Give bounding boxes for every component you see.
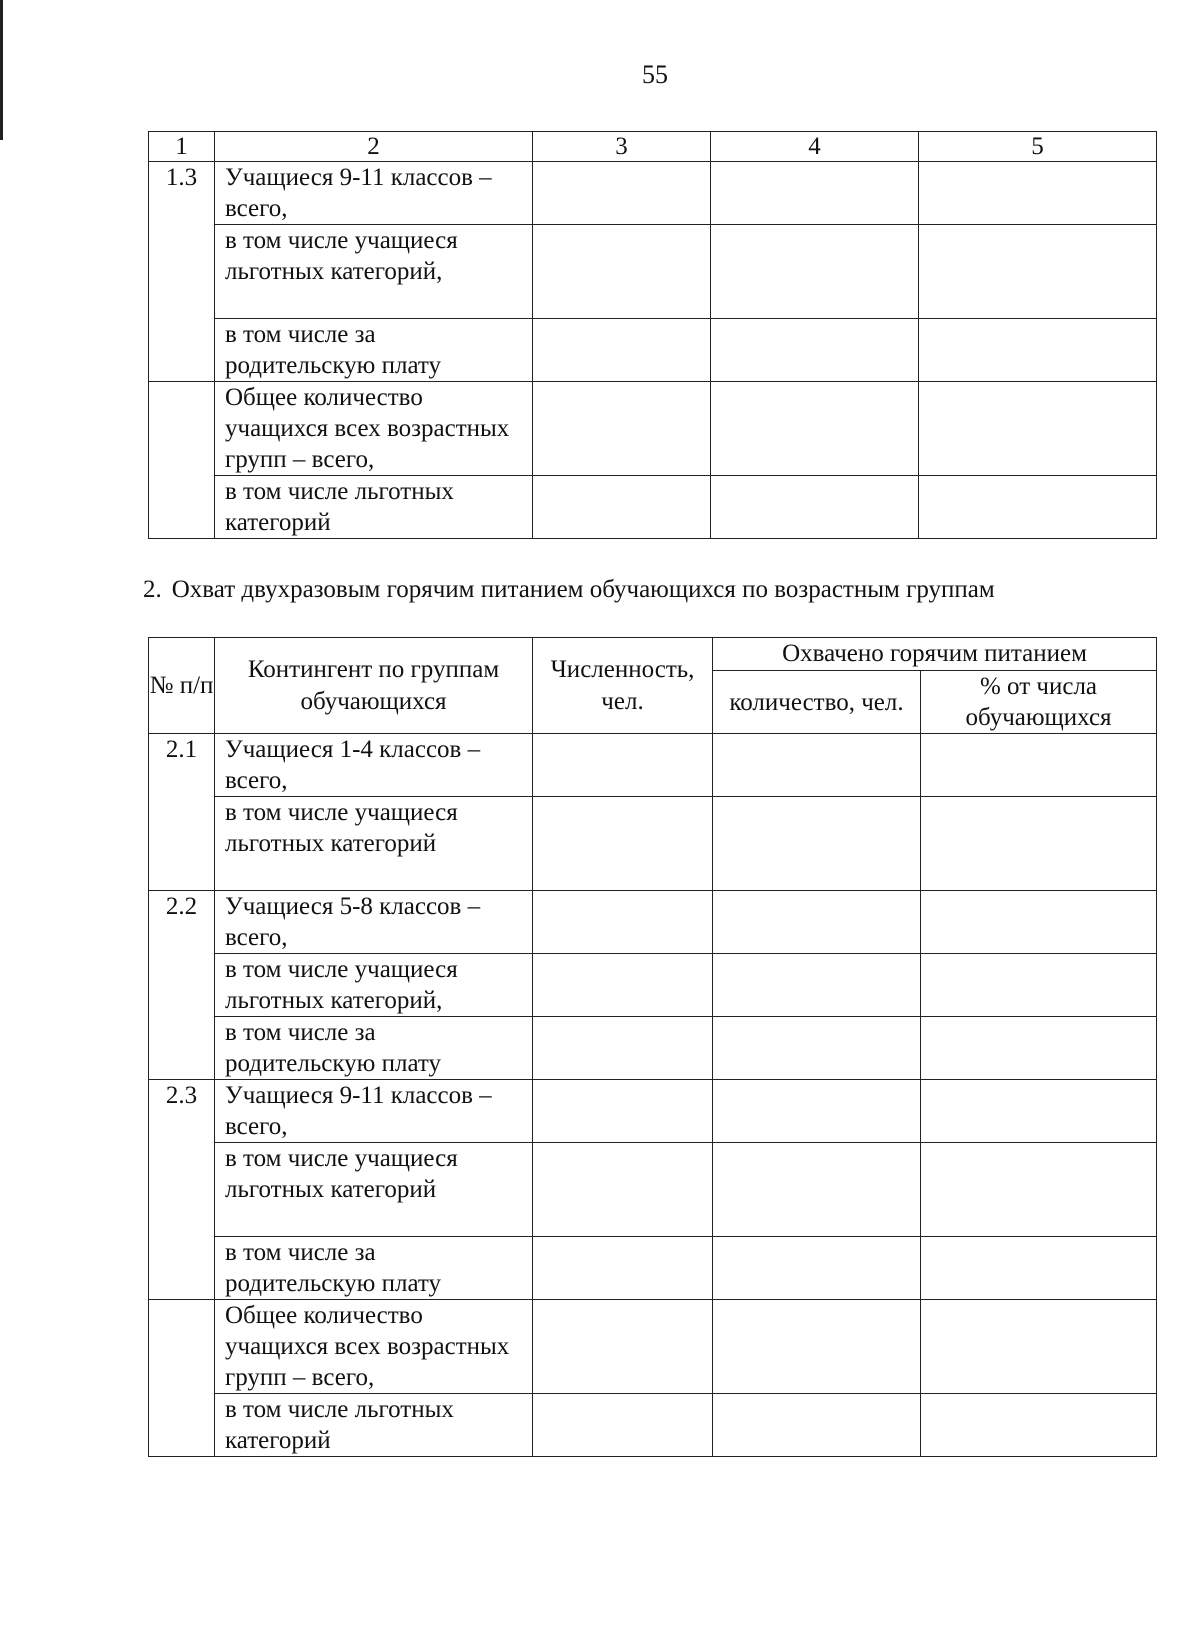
table-row xyxy=(149,1237,1157,1300)
table-row xyxy=(149,734,1157,797)
row-number: 2.2 xyxy=(149,891,215,1080)
header-count: Численность, чел. xyxy=(533,638,713,734)
table-2-body xyxy=(149,734,1157,1457)
empty-cell xyxy=(533,734,713,797)
empty-cell xyxy=(713,1080,921,1143)
table-row xyxy=(149,1017,1157,1080)
empty-cell xyxy=(533,319,711,382)
table-row xyxy=(149,382,1157,476)
table-row xyxy=(149,1143,1157,1237)
empty-cell xyxy=(711,382,919,476)
empty-cell xyxy=(533,891,713,954)
empty-cell xyxy=(921,734,1157,797)
row-label: в том числе учащиеся льготных категорий, xyxy=(215,954,533,1017)
table-row xyxy=(149,954,1157,1017)
empty-cell xyxy=(711,476,919,539)
header-covered-quantity: количество, чел. xyxy=(713,671,921,734)
section-title: Охват двухразовым горячим питанием обучающихся по возрастным группам xyxy=(171,576,995,603)
empty-cell xyxy=(921,1394,1157,1457)
row-label: в том числе учащиеся льготных категорий xyxy=(215,1143,533,1237)
empty-cell xyxy=(533,1017,713,1080)
table-row xyxy=(149,797,1157,891)
section-number: 2. xyxy=(143,576,162,603)
header-col-1: 1 xyxy=(149,132,215,162)
row-label: в том числе льготных категорий xyxy=(215,1394,533,1457)
empty-cell xyxy=(921,1080,1157,1143)
table-row xyxy=(149,476,1157,539)
empty-cell xyxy=(533,1237,713,1300)
empty-cell xyxy=(533,162,711,225)
table-row xyxy=(149,319,1157,382)
empty-cell xyxy=(533,1143,713,1237)
empty-cell xyxy=(713,1394,921,1457)
row-label: Общее количество учащихся всех возрастных групп – всего, xyxy=(215,382,533,476)
row-label: Общее количество учащихся всех возрастных групп – всего, xyxy=(215,1300,533,1394)
empty-cell xyxy=(921,1300,1157,1394)
table-1 xyxy=(148,131,1157,539)
empty-cell xyxy=(921,954,1157,1017)
empty-cell xyxy=(533,1080,713,1143)
row-label: Учащиеся 9-11 классов – всего, xyxy=(215,1080,533,1143)
empty-cell xyxy=(921,797,1157,891)
header-col-4: 4 xyxy=(711,132,919,162)
header-col-5: 5 xyxy=(919,132,1157,162)
page-number: 55 xyxy=(642,60,668,89)
empty-cell xyxy=(713,1237,921,1300)
header-covered-percent: % от числа обучающихся xyxy=(921,671,1157,734)
table-row xyxy=(149,1300,1157,1394)
empty-cell xyxy=(921,891,1157,954)
row-number-empty xyxy=(149,1300,215,1457)
section-heading xyxy=(143,576,995,604)
header-col-2: 2 xyxy=(215,132,533,162)
empty-cell xyxy=(713,1017,921,1080)
empty-cell xyxy=(711,319,919,382)
row-number-empty xyxy=(149,382,215,539)
row-label: в том числе за родительскую плату xyxy=(215,1237,533,1300)
empty-cell xyxy=(711,225,919,319)
table-row xyxy=(149,1080,1157,1143)
row-label: Учащиеся 5-8 классов – всего, xyxy=(215,891,533,954)
table-header-row xyxy=(149,638,1157,671)
empty-cell xyxy=(919,319,1157,382)
empty-cell xyxy=(533,382,711,476)
header-contingent: Контингент по группам обучающихся xyxy=(215,638,533,734)
table-row xyxy=(149,162,1157,225)
empty-cell xyxy=(533,225,711,319)
empty-cell xyxy=(713,1143,921,1237)
header-col-3: 3 xyxy=(533,132,711,162)
empty-cell xyxy=(919,476,1157,539)
empty-cell xyxy=(713,891,921,954)
row-number: 1.3 xyxy=(149,162,215,382)
empty-cell xyxy=(921,1237,1157,1300)
empty-cell xyxy=(533,954,713,1017)
table-row xyxy=(149,225,1157,319)
empty-cell xyxy=(533,1394,713,1457)
header-covered: Охвачено горячим питанием xyxy=(713,638,1157,671)
table-header-row xyxy=(149,132,1157,162)
row-label: в том числе за родительскую плату xyxy=(215,1017,533,1080)
empty-cell xyxy=(533,476,711,539)
table-2 xyxy=(148,637,1157,1457)
empty-cell xyxy=(713,1300,921,1394)
table-row xyxy=(149,1394,1157,1457)
header-number: № п/п xyxy=(149,638,215,734)
empty-cell xyxy=(713,954,921,1017)
row-label: в том числе учащиеся льготных категорий, xyxy=(215,225,533,319)
row-label: в том числе учащиеся льготных категорий xyxy=(215,797,533,891)
row-label: Учащиеся 1-4 классов – всего, xyxy=(215,734,533,797)
empty-cell xyxy=(921,1017,1157,1080)
empty-cell xyxy=(533,1300,713,1394)
empty-cell xyxy=(919,225,1157,319)
empty-cell xyxy=(533,797,713,891)
row-number: 2.3 xyxy=(149,1080,215,1300)
empty-cell xyxy=(711,162,919,225)
empty-cell xyxy=(713,797,921,891)
empty-cell xyxy=(919,162,1157,225)
row-label: в том числе льготных категорий xyxy=(215,476,533,539)
row-label: Учащиеся 9-11 классов – всего, xyxy=(215,162,533,225)
row-label: в том числе за родительскую плату xyxy=(215,319,533,382)
row-number: 2.1 xyxy=(149,734,215,891)
empty-cell xyxy=(919,382,1157,476)
empty-cell xyxy=(921,1143,1157,1237)
table-row xyxy=(149,891,1157,954)
empty-cell xyxy=(713,734,921,797)
